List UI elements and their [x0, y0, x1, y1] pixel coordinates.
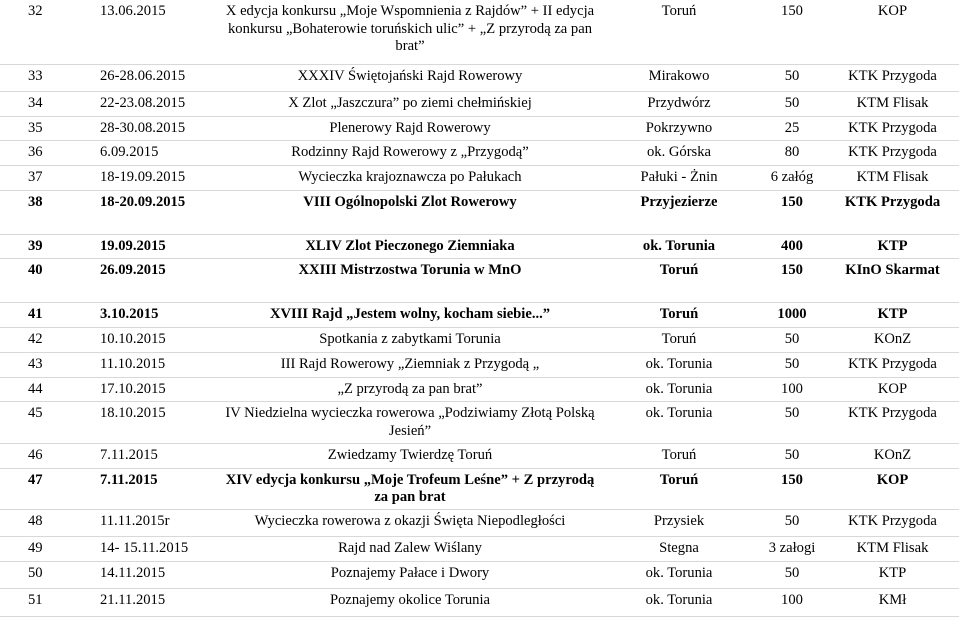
table-row [0, 327, 959, 352]
row-count: 150 [758, 0, 826, 64]
row-count: 25 [758, 116, 826, 141]
row-place: Stegna [600, 537, 758, 562]
row-count: 50 [758, 402, 826, 443]
row-count: 50 [758, 327, 826, 352]
row-place: Toruń [600, 468, 758, 509]
row-date: 18.10.2015 [100, 402, 220, 443]
row-organizer: KTM Flisak [826, 166, 959, 191]
row-event-name: Rajd nad Zalew Wiślany [220, 537, 600, 562]
table-row [0, 259, 959, 303]
row-date: 11.10.2015 [100, 352, 220, 377]
row-number: 46 [0, 443, 100, 468]
table-row [0, 510, 959, 537]
row-number: 38 [0, 191, 100, 235]
row-count: 50 [758, 91, 826, 116]
row-date: 7.11.2015 [100, 443, 220, 468]
row-number: 45 [0, 402, 100, 443]
table-row [0, 443, 959, 468]
table-row [0, 64, 959, 91]
row-place: Toruń [600, 443, 758, 468]
row-number: 49 [0, 537, 100, 562]
row-place: ok. Torunia [600, 402, 758, 443]
row-event-name: XXXIV Świętojański Rajd Rowerowy [220, 64, 600, 91]
row-place: ok. Torunia [600, 377, 758, 402]
row-date: 19.09.2015 [100, 234, 220, 259]
row-event-name: Plenerowy Rajd Rowerowy [220, 116, 600, 141]
row-place: Toruń [600, 327, 758, 352]
row-organizer: KOP [826, 377, 959, 402]
table-row [0, 588, 959, 616]
row-place: Przyjezierze [600, 191, 758, 235]
row-place: Pałuki - Żnin [600, 166, 758, 191]
row-date: 26.09.2015 [100, 259, 220, 303]
row-place: ok. Torunia [600, 588, 758, 616]
row-number: 47 [0, 468, 100, 509]
row-organizer: KTK Przygoda [826, 116, 959, 141]
row-place: ok. Torunia [600, 352, 758, 377]
row-date: 13.06.2015 [100, 0, 220, 64]
row-organizer: KOnZ [826, 443, 959, 468]
row-event-name: XLIV Zlot Pieczonego Ziemniaka [220, 234, 600, 259]
row-event-name: Wycieczka rowerowa z okazji Święta Niepodległości [220, 510, 600, 537]
row-organizer: KOP [826, 0, 959, 64]
row-number: 40 [0, 259, 100, 303]
row-organizer: KTK Przygoda [826, 402, 959, 443]
row-number: 42 [0, 327, 100, 352]
row-date: 28-30.08.2015 [100, 116, 220, 141]
row-organizer: KOP [826, 468, 959, 509]
row-count: 100 [758, 377, 826, 402]
row-place: Toruń [600, 0, 758, 64]
row-number: 51 [0, 588, 100, 616]
row-event-name: XXIII Mistrzostwa Torunia w MnO [220, 259, 600, 303]
row-organizer: KMł [826, 588, 959, 616]
row-organizer: KOnZ [826, 327, 959, 352]
row-count: 150 [758, 468, 826, 509]
table-row [0, 91, 959, 116]
row-count: 50 [758, 561, 826, 588]
row-organizer: KTK Przygoda [826, 64, 959, 91]
row-event-name: Poznajemy okolice Torunia [220, 588, 600, 616]
row-place: Przydwórz [600, 91, 758, 116]
row-count: 80 [758, 141, 826, 166]
row-count: 150 [758, 191, 826, 235]
row-date: 18-20.09.2015 [100, 191, 220, 235]
row-date: 3.10.2015 [100, 303, 220, 328]
row-date: 10.10.2015 [100, 327, 220, 352]
row-event-name: III Rajd Rowerowy „Ziemniak z Przygodą „ [220, 352, 600, 377]
row-count: 50 [758, 64, 826, 91]
row-event-name: „Z przyrodą za pan brat” [220, 377, 600, 402]
row-date: 17.10.2015 [100, 377, 220, 402]
row-number: 35 [0, 116, 100, 141]
table-row [0, 561, 959, 588]
row-count: 3 załogi [758, 537, 826, 562]
table-row [0, 234, 959, 259]
table-row [0, 537, 959, 562]
row-place: ok. Górska [600, 141, 758, 166]
row-place: Toruń [600, 259, 758, 303]
row-count: 100 [758, 588, 826, 616]
row-organizer: KTP [826, 303, 959, 328]
row-event-name: Rodzinny Rajd Rowerowy z „Przygodą” [220, 141, 600, 166]
table-row [0, 468, 959, 509]
row-place: Przysiek [600, 510, 758, 537]
row-place: Mirakowo [600, 64, 758, 91]
row-organizer: KTK Przygoda [826, 141, 959, 166]
table-row [0, 166, 959, 191]
row-event-name: XVIII Rajd „Jestem wolny, kocham siebie...” [220, 303, 600, 328]
row-event-name: X edycja konkursu „Moje Wspomnienia z Rajdów” + II edycja konkursu „Bohaterowie toruńskich ulic” + „Z przyrodą za pan brat” [220, 0, 600, 64]
row-place: Pokrzywno [600, 116, 758, 141]
row-number: 36 [0, 141, 100, 166]
table-row [0, 352, 959, 377]
row-number: 44 [0, 377, 100, 402]
row-organizer: KTM Flisak [826, 537, 959, 562]
row-event-name: Poznajemy Pałace i Dwory [220, 561, 600, 588]
row-count: 1000 [758, 303, 826, 328]
row-count: 6 załóg [758, 166, 826, 191]
row-date: 11.11.2015r [100, 510, 220, 537]
row-event-name: VIII Ogólnopolski Zlot Rowerowy [220, 191, 600, 235]
row-event-name: Spotkania z zabytkami Torunia [220, 327, 600, 352]
row-count: 150 [758, 259, 826, 303]
row-count: 50 [758, 510, 826, 537]
row-number: 32 [0, 0, 100, 64]
row-event-name: XIV edycja konkursu „Moje Trofeum Leśne” + Z przyrodą za pan brat [220, 468, 600, 509]
row-organizer: KTP [826, 561, 959, 588]
row-number: 41 [0, 303, 100, 328]
row-number: 34 [0, 91, 100, 116]
row-date: 14.11.2015 [100, 561, 220, 588]
row-place: Toruń [600, 303, 758, 328]
table-row [0, 303, 959, 328]
row-count: 400 [758, 234, 826, 259]
row-date: 14- 15.11.2015 [100, 537, 220, 562]
row-date: 18-19.09.2015 [100, 166, 220, 191]
row-organizer: KTK Przygoda [826, 191, 959, 235]
row-number: 43 [0, 352, 100, 377]
row-number: 39 [0, 234, 100, 259]
row-organizer: KTP [826, 234, 959, 259]
row-event-name: X Zlot „Jaszczura” po ziemi chełmińskiej [220, 91, 600, 116]
row-date: 7.11.2015 [100, 468, 220, 509]
row-date: 21.11.2015 [100, 588, 220, 616]
row-number: 50 [0, 561, 100, 588]
table-row [0, 402, 959, 443]
row-number: 33 [0, 64, 100, 91]
row-number: 48 [0, 510, 100, 537]
table-row [0, 141, 959, 166]
row-organizer: KTK Przygoda [826, 510, 959, 537]
row-date: 26-28.06.2015 [100, 64, 220, 91]
row-place: ok. Torunia [600, 561, 758, 588]
table-row [0, 116, 959, 141]
row-date: 6.09.2015 [100, 141, 220, 166]
table-row [0, 0, 959, 64]
row-count: 50 [758, 443, 826, 468]
row-count: 50 [758, 352, 826, 377]
row-event-name: Zwiedzamy Twierdzę Toruń [220, 443, 600, 468]
row-event-name: Wycieczka krajoznawcza po Pałukach [220, 166, 600, 191]
row-number: 37 [0, 166, 100, 191]
row-organizer: KInO Skarmat [826, 259, 959, 303]
row-organizer: KTK Przygoda [826, 352, 959, 377]
row-event-name: IV Niedzielna wycieczka rowerowa „Podziwiamy Złotą Polską Jesień” [220, 402, 600, 443]
row-place: ok. Torunia [600, 234, 758, 259]
row-organizer: KTM Flisak [826, 91, 959, 116]
row-date: 22-23.08.2015 [100, 91, 220, 116]
table-row [0, 191, 959, 235]
table-row [0, 377, 959, 402]
